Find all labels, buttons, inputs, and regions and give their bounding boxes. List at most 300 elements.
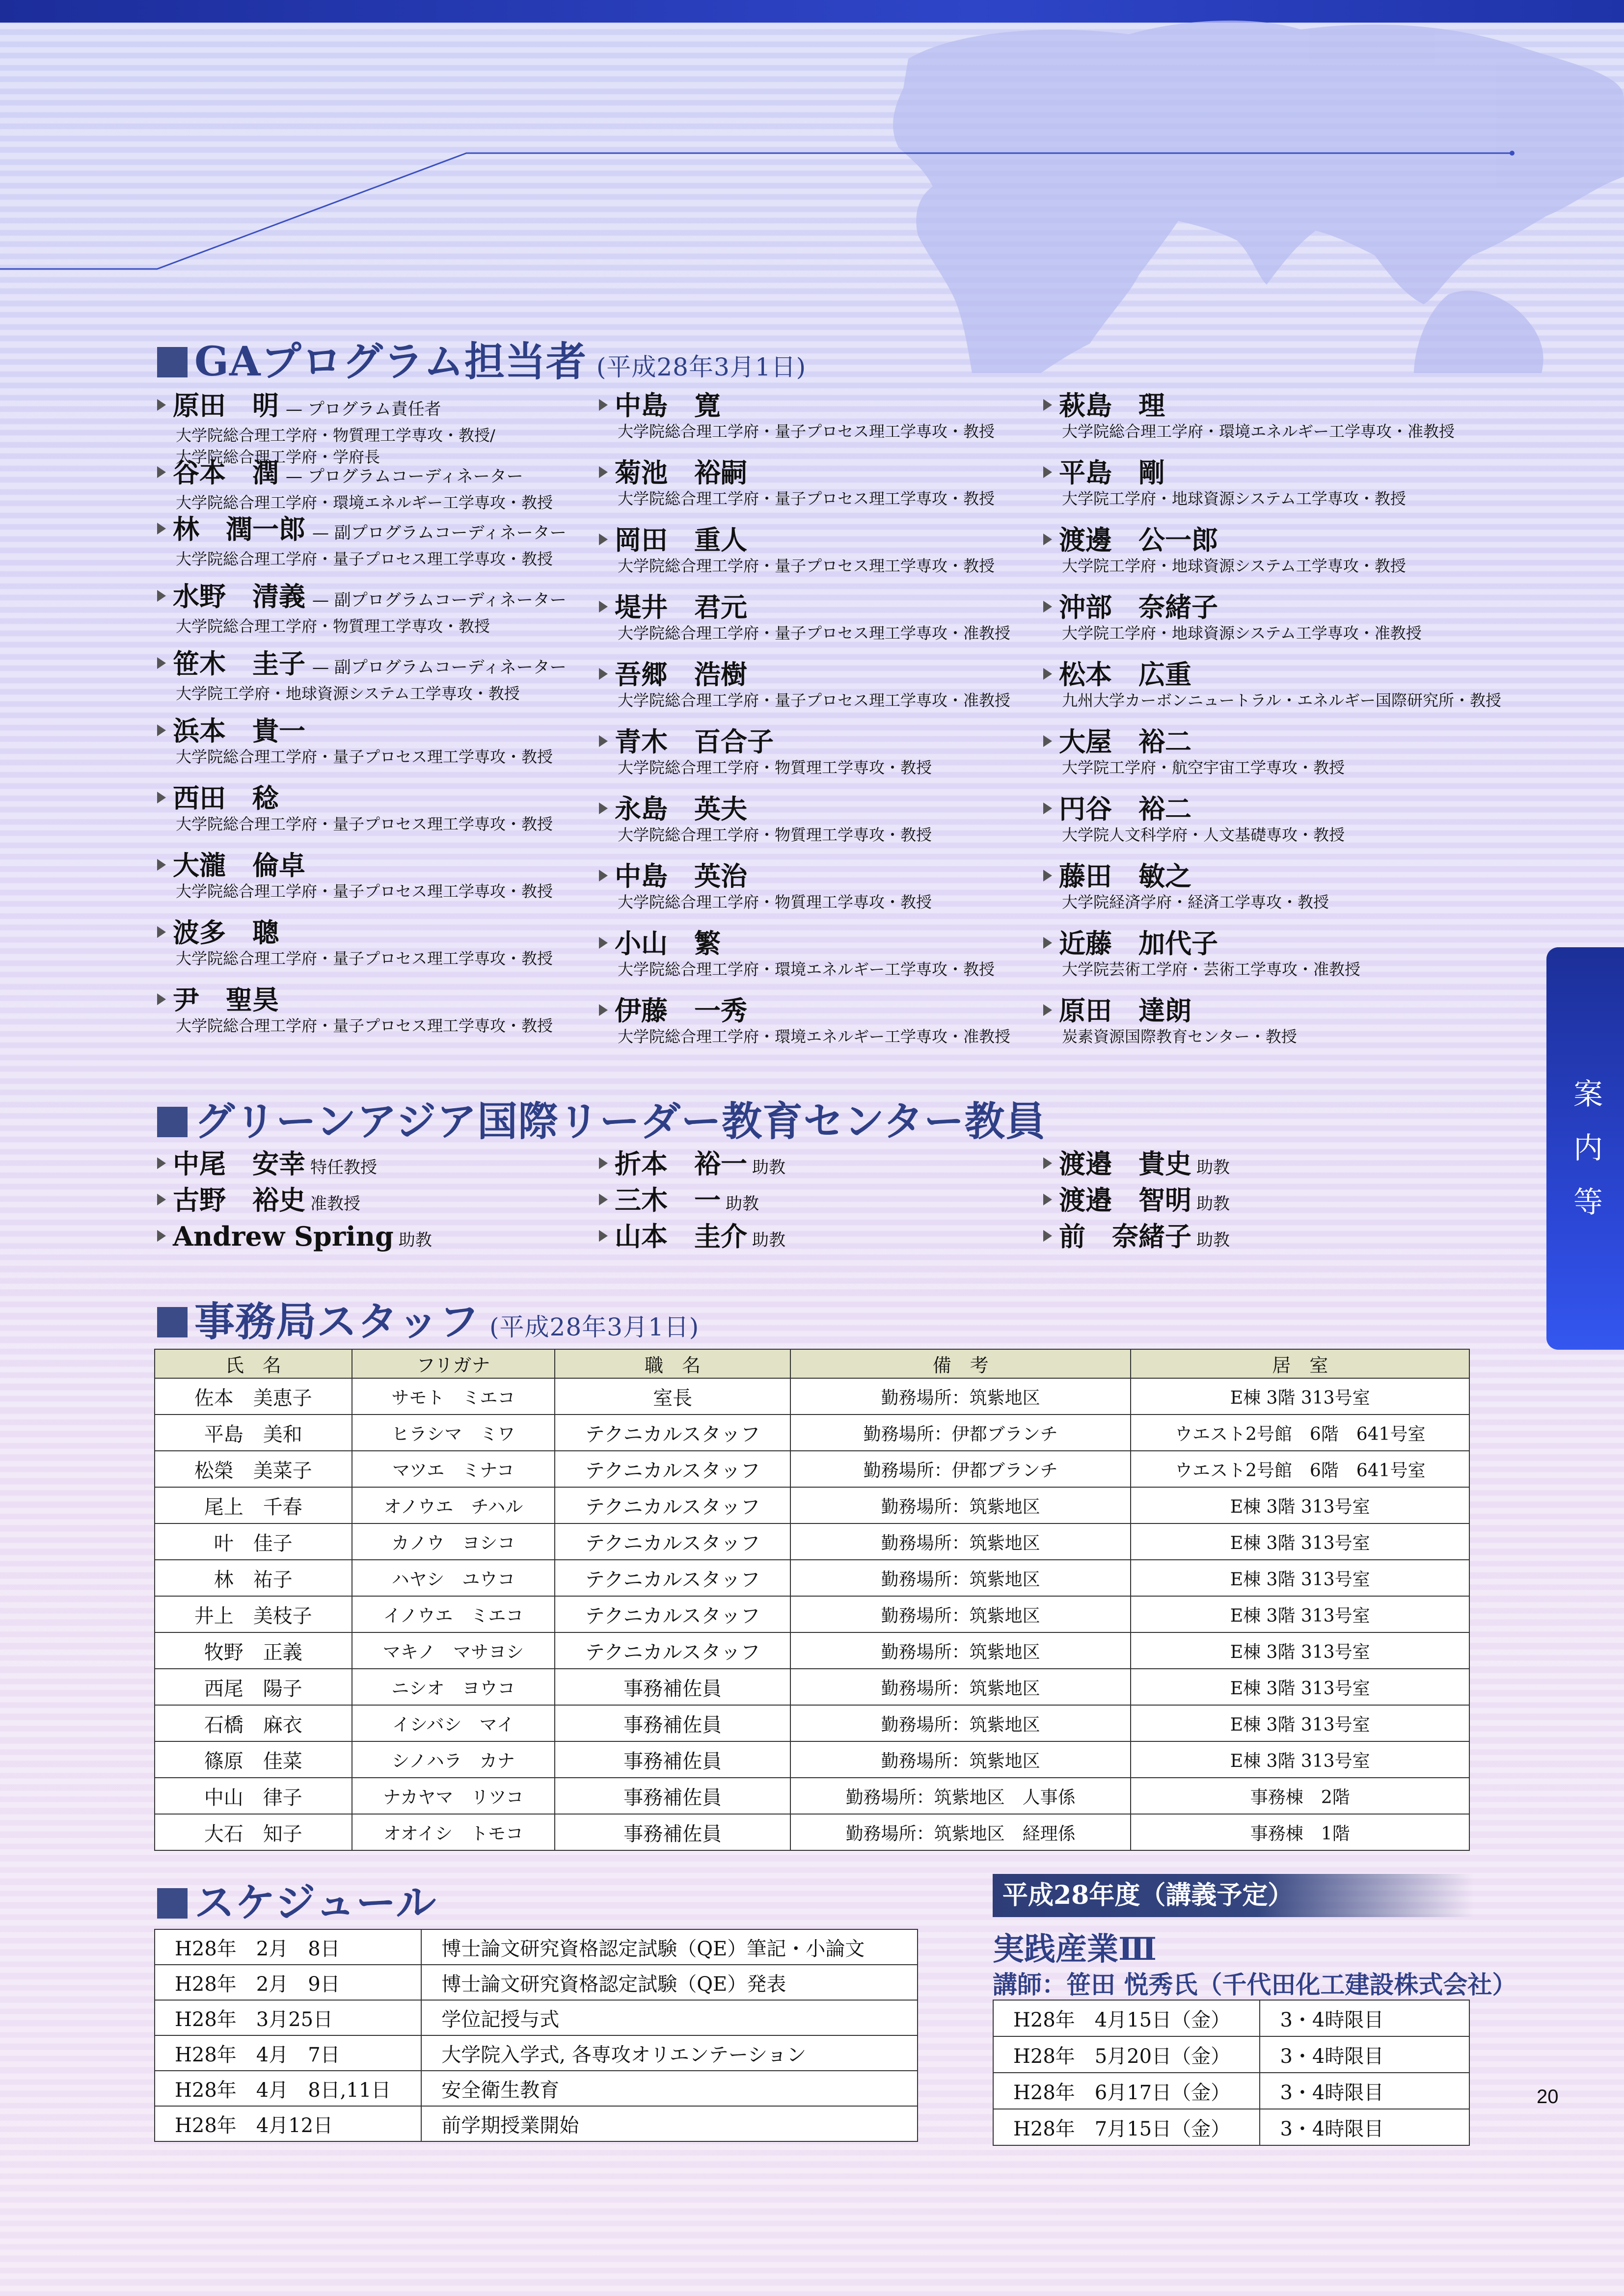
member-name: 西田 稔: [173, 782, 279, 814]
schedule-table: [154, 1929, 918, 2142]
column-header: 備 考: [790, 1349, 1131, 1378]
bullet-arrow-icon: [1043, 601, 1052, 613]
schedule-event: 大学院入学式, 各専攻オリエンテーション: [421, 2035, 918, 2071]
faculty-title: 助教: [398, 1230, 432, 1250]
bullet-arrow-icon: [157, 993, 166, 1005]
staff-date: (平成28年3月1日): [489, 1313, 700, 1341]
staff-position: テクニカルスタッフ: [555, 1451, 790, 1487]
lecture-banner: 平成28年度（講義予定）: [993, 1874, 1474, 1917]
member-entry: [599, 457, 1041, 525]
ga-date: (平成28年3月1日): [596, 353, 807, 381]
table-row: [155, 1632, 1469, 1669]
member-name: 波多 聰: [173, 917, 279, 948]
member-name: 円谷 裕二: [1059, 793, 1191, 825]
staff-kana: サモト ミエコ: [352, 1378, 555, 1415]
staff-kana: イノウエ ミエコ: [352, 1596, 555, 1632]
member-entry: [1043, 592, 1485, 659]
schedule-date: H28年 4月 8日,11日: [155, 2071, 421, 2106]
lecture-course-title: 実践産業Ⅲ: [993, 1931, 1157, 1968]
table-row: [155, 2106, 918, 2141]
staff-name: 尾上 千春: [155, 1487, 352, 1523]
member-name: 岡田 重人: [615, 524, 747, 556]
bullet-arrow-icon: [157, 466, 166, 478]
lecture-date: H28年 5月20日（金）: [993, 2036, 1260, 2073]
staff-name: 西尾 陽子: [155, 1669, 352, 1705]
staff-name: 中山 律子: [155, 1778, 352, 1814]
bullet-arrow-icon: [1043, 870, 1052, 881]
staff-note: 勤務場所：筑紫地区 人事係: [790, 1778, 1131, 1814]
bullet-arrow-icon: [599, 1230, 608, 1242]
member-entry: [157, 783, 599, 850]
faculty-name: 古野 裕史: [173, 1184, 305, 1216]
center-column-3: [1043, 1146, 1485, 1255]
table-row: [155, 1929, 918, 1965]
table-row: [155, 1596, 1469, 1632]
staff-kana: シノハラ カナ: [352, 1741, 555, 1778]
faculty-name: 中尾 安幸: [173, 1148, 305, 1179]
member-name: 谷本 潤: [173, 457, 279, 488]
member-entry: [157, 514, 599, 581]
member-name: 渡邊 公一郎: [1059, 524, 1218, 556]
bullet-arrow-icon: [1043, 1230, 1052, 1242]
faculty-title: 助教: [1196, 1230, 1230, 1250]
staff-note: 勤務場所：筑紫地区: [790, 1523, 1131, 1560]
faculty-title: 助教: [1196, 1158, 1230, 1177]
lecture-date: H28年 7月15日（金）: [993, 2109, 1260, 2145]
column-header: 居 室: [1131, 1349, 1469, 1378]
table-row: [155, 1560, 1469, 1596]
member-affiliation: 大学院芸術工学府・芸術工学専攻・准教授: [1062, 960, 1361, 979]
member-name: 藤田 敏之: [1059, 860, 1191, 892]
member-entry: [157, 648, 599, 716]
member-entry: [599, 794, 1041, 861]
member-entry: [599, 659, 1041, 726]
table-row: [993, 2000, 1469, 2036]
lecture-instructor: 講師：笹田 悦秀氏（千代田化工建設株式会社）: [993, 1970, 1517, 1999]
member-name: 近藤 加代子: [1059, 928, 1218, 959]
staff-position: 事務補佐員: [555, 1669, 790, 1705]
staff-name: 林 祐子: [155, 1560, 352, 1596]
staff-table: [154, 1349, 1470, 1851]
page-number: 20: [1537, 2086, 1559, 2108]
schedule-date: H28年 2月 9日: [155, 1965, 421, 2000]
staff-name: 叶 佳子: [155, 1523, 352, 1560]
lecture-table: [993, 2000, 1470, 2146]
member-affiliation: 大学院経済学府・経済工学専攻・教授: [1062, 893, 1329, 911]
member-affiliation: 大学院総合理工学府・量子プロセス理工学専攻・教授: [176, 882, 553, 901]
member-entry: [157, 985, 599, 1052]
schedule-date: H28年 4月12日: [155, 2106, 421, 2141]
member-affiliation: 大学院総合理工学府・量子プロセス理工学専攻・教授: [618, 489, 995, 508]
member-name: 水野 清義: [173, 581, 305, 612]
member-name: 永島 英夫: [615, 793, 747, 825]
member-entry: [599, 525, 1041, 592]
member-name: 伊藤 一秀: [615, 995, 747, 1026]
member-entry: [1043, 928, 1485, 995]
member-name: 笹木 圭子: [173, 648, 305, 679]
bullet-arrow-icon: [599, 802, 608, 814]
table-row: [155, 1669, 1469, 1705]
column-header: フリガナ: [352, 1349, 555, 1378]
faculty-title: 特任教授: [310, 1158, 377, 1177]
member-affiliation: 大学院総合理工学府・量子プロセス理工学専攻・教授: [176, 815, 553, 833]
bullet-arrow-icon: [157, 399, 166, 411]
staff-kana: オオイシ トモコ: [352, 1814, 555, 1850]
staff-room: E棟 3階 313号室: [1131, 1632, 1469, 1669]
bullet-arrow-icon: [157, 1194, 166, 1205]
faculty-entry: [1043, 1218, 1485, 1255]
staff-name: 井上 美枝子: [155, 1596, 352, 1632]
staff-note: 勤務場所：筑紫地区: [790, 1487, 1131, 1523]
member-entry: [157, 716, 599, 783]
staff-note: 勤務場所：筑紫地区: [790, 1705, 1131, 1741]
table-row: [155, 1741, 1469, 1778]
table-row: [155, 2071, 918, 2106]
schedule-section-title: [157, 1871, 436, 1928]
member-name: 中島 寛: [615, 390, 721, 421]
bullet-arrow-icon: [1043, 399, 1052, 411]
faculty-entry: [157, 1146, 599, 1182]
member-entry: [1043, 659, 1502, 726]
staff-note: 勤務場所：筑紫地区: [790, 1632, 1131, 1669]
member-name: 林 潤一郎: [173, 513, 305, 545]
staff-position: テクニカルスタッフ: [555, 1487, 790, 1523]
ga-column-3: [1043, 390, 1502, 1063]
staff-note: 勤務場所：伊都ブランチ: [790, 1415, 1131, 1451]
staff-note: 勤務場所：筑紫地区: [790, 1669, 1131, 1705]
member-affiliation: 大学院総合理工学府・環境エネルギー工学専攻・准教授: [1062, 422, 1455, 441]
staff-room: ウエスト2号館 6階 641号室: [1131, 1415, 1469, 1451]
side-tab-char: 内: [1573, 1131, 1603, 1166]
staff-room: E棟 3階 313号室: [1131, 1560, 1469, 1596]
staff-name: 大石 知子: [155, 1814, 352, 1850]
staff-room: E棟 3階 313号室: [1131, 1523, 1469, 1560]
side-tab-guide[interactable]: [1546, 947, 1624, 1350]
bullet-arrow-icon: [1043, 802, 1052, 814]
member-role: — プログラムコーディネーター: [286, 467, 523, 486]
member-affiliation: 大学院人文科学府・人文基礎専攻・教授: [1062, 826, 1345, 844]
staff-kana: ハヤシ ユウコ: [352, 1560, 555, 1596]
bullet-arrow-icon: [599, 870, 608, 881]
bullet-arrow-icon: [157, 792, 166, 803]
bullet-arrow-icon: [1043, 668, 1052, 680]
staff-position: テクニカルスタッフ: [555, 1632, 790, 1669]
bullet-arrow-icon: [1043, 937, 1052, 949]
member-affiliation: 大学院工学府・航空宇宙工学専攻・教授: [1062, 758, 1345, 777]
staff-name: 松榮 美菜子: [155, 1451, 352, 1487]
staff-kana: カノウ ヨシコ: [352, 1523, 555, 1560]
member-name: 原田 明: [173, 390, 279, 421]
table-row: [155, 1487, 1469, 1523]
staff-kana: マツエ ミナコ: [352, 1451, 555, 1487]
faculty-name: 前 奈緒子: [1059, 1221, 1191, 1252]
staff-room: E棟 3階 313号室: [1131, 1487, 1469, 1523]
staff-room: E棟 3階 313号室: [1131, 1596, 1469, 1632]
member-affiliation: 炭素資源国際教育センター・教授: [1062, 1027, 1297, 1046]
bullet-arrow-icon: [157, 1157, 166, 1169]
member-role: — 副プログラムコーディネーター: [312, 523, 567, 543]
member-name: 尹 聖昊: [173, 984, 279, 1015]
lecture-period: 3・4時限目: [1260, 2109, 1469, 2145]
schedule-event: 前学期授業開始: [421, 2106, 918, 2141]
table-row: [155, 1965, 918, 2000]
bullet-arrow-icon: [1043, 466, 1052, 478]
staff-kana: イシバシ マイ: [352, 1705, 555, 1741]
member-name: 平島 剛: [1059, 457, 1165, 488]
member-affiliation: 九州大学カーボンニュートラル・エネルギー国際研究所・教授: [1062, 691, 1502, 710]
member-entry: [1043, 390, 1485, 457]
faculty-title: 助教: [752, 1230, 785, 1250]
bullet-arrow-icon: [599, 1194, 608, 1205]
member-entry: [1043, 525, 1485, 592]
bullet-arrow-icon: [599, 735, 608, 747]
center-column-1: [157, 1146, 599, 1255]
member-affiliation: 大学院総合理工学府・物質理工学専攻・教授: [618, 826, 932, 844]
table-row: [155, 2035, 918, 2071]
staff-position: 事務補佐員: [555, 1705, 790, 1741]
staff-note: 勤務場所：伊都ブランチ: [790, 1451, 1131, 1487]
staff-room: E棟 3階 313号室: [1131, 1741, 1469, 1778]
side-tab-char: 案: [1573, 1077, 1603, 1112]
member-name: 原田 達朗: [1059, 995, 1191, 1026]
faculty-entry: [599, 1146, 1041, 1182]
bullet-arrow-icon: [157, 859, 166, 871]
member-affiliation: 大学院工学府・地球資源システム工学専攻・教授: [176, 684, 520, 703]
faculty-name: 山本 圭介: [615, 1221, 747, 1252]
lecture-period: 3・4時限目: [1260, 2073, 1469, 2109]
member-name: 青木 百合子: [615, 726, 774, 757]
table-row: [155, 1378, 1469, 1415]
lecture-date: H28年 6月17日（金）: [993, 2073, 1260, 2109]
faculty-title: 助教: [752, 1158, 785, 1177]
staff-position: 事務補佐員: [555, 1814, 790, 1850]
schedule-date: H28年 2月 8日: [155, 1929, 421, 1965]
staff-name: 篠原 佳菜: [155, 1741, 352, 1778]
bullet-arrow-icon: [599, 601, 608, 613]
table-row: [155, 1814, 1469, 1850]
table-row: [993, 2036, 1469, 2073]
member-name: 吾郷 浩樹: [615, 659, 747, 690]
member-affiliation: 大学院総合理工学府・物質理工学専攻・教授/: [176, 426, 495, 445]
staff-position: テクニカルスタッフ: [555, 1596, 790, 1632]
staff-kana: ナカヤマ リツコ: [352, 1778, 555, 1814]
faculty-title: 准教授: [310, 1194, 360, 1214]
member-entry: [1043, 861, 1485, 928]
faculty-entry: [1043, 1182, 1485, 1218]
member-affiliation: 大学院総合理工学府・環境エネルギー工学専攻・教授: [618, 960, 995, 979]
table-row: [155, 1415, 1469, 1451]
lecture-period: 3・4時限目: [1260, 2000, 1469, 2036]
faculty-entry: [599, 1218, 1041, 1255]
bullet-arrow-icon: [157, 724, 166, 736]
member-role: — 副プログラムコーディネーター: [312, 590, 567, 610]
staff-room: E棟 3階 313号室: [1131, 1669, 1469, 1705]
member-entry: [599, 861, 1041, 928]
schedule-title-text: スケジュール: [194, 1879, 437, 1926]
member-affiliation: 大学院総合理工学府・学府長: [176, 448, 380, 466]
staff-kana: オノウエ チハル: [352, 1487, 555, 1523]
bullet-arrow-icon: [599, 1004, 608, 1016]
member-affiliation: 大学院総合理工学府・物質理工学専攻・教授: [618, 893, 932, 911]
member-name: 沖部 奈緒子: [1059, 591, 1218, 623]
center-section-title: [157, 1090, 1046, 1147]
member-affiliation: 大学院総合理工学府・物質理工学専攻・教授: [618, 758, 932, 777]
member-name: 堤井 君元: [615, 591, 747, 623]
bullet-arrow-icon: [1043, 1157, 1052, 1169]
staff-position: 事務補佐員: [555, 1778, 790, 1814]
member-role: — 副プログラムコーディネーター: [312, 658, 567, 677]
staff-kana: ニシオ ヨウコ: [352, 1669, 555, 1705]
staff-name: 石橋 麻衣: [155, 1705, 352, 1741]
faculty-title: 助教: [1196, 1194, 1230, 1214]
staff-name: 佐本 美恵子: [155, 1378, 352, 1415]
member-name: 大屋 裕二: [1059, 726, 1191, 757]
member-entry: [599, 928, 1041, 995]
bullet-arrow-icon: [1043, 1194, 1052, 1205]
bullet-arrow-icon: [157, 590, 166, 602]
staff-position: テクニカルスタッフ: [555, 1560, 790, 1596]
column-header: 職 名: [555, 1349, 790, 1378]
faculty-name: Andrew Spring: [173, 1221, 394, 1252]
faculty-title: 助教: [726, 1194, 759, 1214]
member-affiliation: 大学院総合理工学府・量子プロセス理工学専攻・教授: [618, 557, 995, 575]
member-name: 萩島 理: [1059, 390, 1165, 421]
member-entry: [157, 390, 599, 466]
schedule-event: 安全衛生教育: [421, 2071, 918, 2106]
staff-section-title: [157, 1290, 699, 1347]
member-entry: [157, 850, 599, 917]
member-entry: [1043, 457, 1485, 525]
schedule-event: 学位記授与式: [421, 2000, 918, 2035]
bullet-arrow-icon: [157, 657, 166, 669]
member-affiliation: 大学院総合理工学府・量子プロセス理工学専攻・准教授: [618, 624, 1011, 642]
faculty-entry: [157, 1218, 599, 1255]
member-entry: [157, 917, 599, 985]
staff-room: ウエスト2号館 6階 641号室: [1131, 1451, 1469, 1487]
staff-note: 勤務場所：筑紫地区 経理係: [790, 1814, 1131, 1850]
bullet-arrow-icon: [599, 399, 608, 411]
staff-kana: マキノ マサヨシ: [352, 1632, 555, 1669]
member-entry: [1043, 794, 1485, 861]
member-affiliation: 大学院総合理工学府・量子プロセス理工学専攻・教授: [176, 1016, 553, 1035]
staff-note: 勤務場所：筑紫地区: [790, 1560, 1131, 1596]
member-name: 大瀧 倫卓: [173, 850, 305, 881]
column-header: 氏 名: [155, 1349, 352, 1378]
schedule-date: H28年 3月25日: [155, 2000, 421, 2035]
member-name: 浜本 貴一: [173, 715, 305, 747]
member-affiliation: 大学院総合理工学府・量子プロセス理工学専攻・教授: [618, 422, 995, 441]
staff-position: 室長: [555, 1378, 790, 1415]
center-title-text: グリーンアジア国際リーダー教育センター教員: [194, 1098, 1046, 1145]
staff-note: 勤務場所：筑紫地区: [790, 1741, 1131, 1778]
bullet-arrow-icon: [599, 466, 608, 478]
member-entry: [1043, 726, 1485, 794]
member-name: 中島 英治: [615, 860, 747, 892]
member-affiliation: 大学院総合理工学府・量子プロセス理工学専攻・教授: [176, 550, 553, 568]
lecture-date: H28年 4月15日（金）: [993, 2000, 1260, 2036]
faculty-entry: [157, 1182, 599, 1218]
member-entry: [1043, 995, 1485, 1063]
side-tab-char: 等: [1573, 1185, 1603, 1220]
faculty-name: 渡邉 貴史: [1059, 1148, 1191, 1179]
bullet-arrow-icon: [1043, 735, 1052, 747]
faculty-entry: [599, 1182, 1041, 1218]
ga-column-1: [157, 390, 599, 1052]
schedule-date: H28年 4月 7日: [155, 2035, 421, 2071]
member-name: 菊池 裕嗣: [615, 457, 747, 488]
member-affiliation: 大学院工学府・地球資源システム工学専攻・教授: [1062, 489, 1406, 508]
member-name: 松本 広重: [1059, 659, 1191, 690]
center-column-2: [599, 1146, 1041, 1255]
ga-section-title: [157, 330, 806, 387]
staff-title-text: 事務局スタッフ: [194, 1298, 480, 1345]
member-affiliation: 大学院総合理工学府・環境エネルギー工学専攻・准教授: [618, 1027, 1011, 1046]
staff-note: 勤務場所：筑紫地区: [790, 1378, 1131, 1415]
member-affiliation: 大学院工学府・地球資源システム工学専攻・教授: [1062, 557, 1406, 575]
staff-position: テクニカルスタッフ: [555, 1415, 790, 1451]
bullet-arrow-icon: [157, 926, 166, 938]
member-entry: [599, 726, 1041, 794]
section-square-icon: [157, 1107, 188, 1137]
bullet-arrow-icon: [1043, 1004, 1052, 1016]
member-entry: [599, 995, 1041, 1063]
faculty-name: 折本 裕一: [615, 1148, 747, 1179]
member-entry: [599, 592, 1041, 659]
schedule-event: 博士論文研究資格認定試験（QE）筆記・小論文: [421, 1929, 918, 1965]
section-square-icon: [157, 1307, 188, 1337]
bullet-arrow-icon: [599, 937, 608, 949]
member-affiliation: 大学院総合理工学府・量子プロセス理工学専攻・教授: [176, 748, 553, 766]
staff-table-header: [155, 1349, 1469, 1378]
staff-position: テクニカルスタッフ: [555, 1523, 790, 1560]
staff-name: 牧野 正義: [155, 1632, 352, 1669]
member-entry: [599, 390, 1041, 457]
member-entry: [157, 457, 599, 514]
table-row: [155, 2000, 918, 2035]
schedule-event: 博士論文研究資格認定試験（QE）発表: [421, 1965, 918, 2000]
section-square-icon: [157, 1888, 188, 1919]
bullet-arrow-icon: [157, 523, 166, 534]
table-row: [993, 2109, 1469, 2145]
table-row: [155, 1778, 1469, 1814]
faculty-entry: [1043, 1146, 1485, 1182]
staff-name: 平島 美和: [155, 1415, 352, 1451]
staff-room: E棟 3階 313号室: [1131, 1705, 1469, 1741]
staff-room: 事務棟 2階: [1131, 1778, 1469, 1814]
member-affiliation: 大学院総合理工学府・環境エネルギー工学専攻・教授: [176, 493, 553, 512]
world-map-background: [0, 0, 1624, 373]
staff-note: 勤務場所：筑紫地区: [790, 1596, 1131, 1632]
member-name: 小山 繁: [615, 928, 721, 959]
table-row: [993, 2073, 1469, 2109]
member-affiliation: 大学院総合理工学府・量子プロセス理工学専攻・准教授: [618, 691, 1011, 710]
table-row: [155, 1523, 1469, 1560]
bullet-arrow-icon: [599, 534, 608, 545]
staff-position: 事務補佐員: [555, 1741, 790, 1778]
member-role: — プログラム責任者: [286, 400, 441, 419]
member-affiliation: 大学院総合理工学府・量子プロセス理工学専攻・教授: [176, 949, 553, 968]
table-row: [155, 1451, 1469, 1487]
staff-room: E棟 3階 313号室: [1131, 1378, 1469, 1415]
ga-title-text: GAプログラム担当者: [194, 338, 587, 385]
ga-column-2: [599, 390, 1041, 1063]
faculty-name: 三木 一: [615, 1184, 721, 1216]
member-affiliation: 大学院工学府・地球資源システム工学専攻・准教授: [1062, 624, 1422, 642]
table-row: [155, 1705, 1469, 1741]
bullet-arrow-icon: [1043, 534, 1052, 545]
staff-room: 事務棟 1階: [1131, 1814, 1469, 1850]
section-square-icon: [157, 347, 188, 377]
